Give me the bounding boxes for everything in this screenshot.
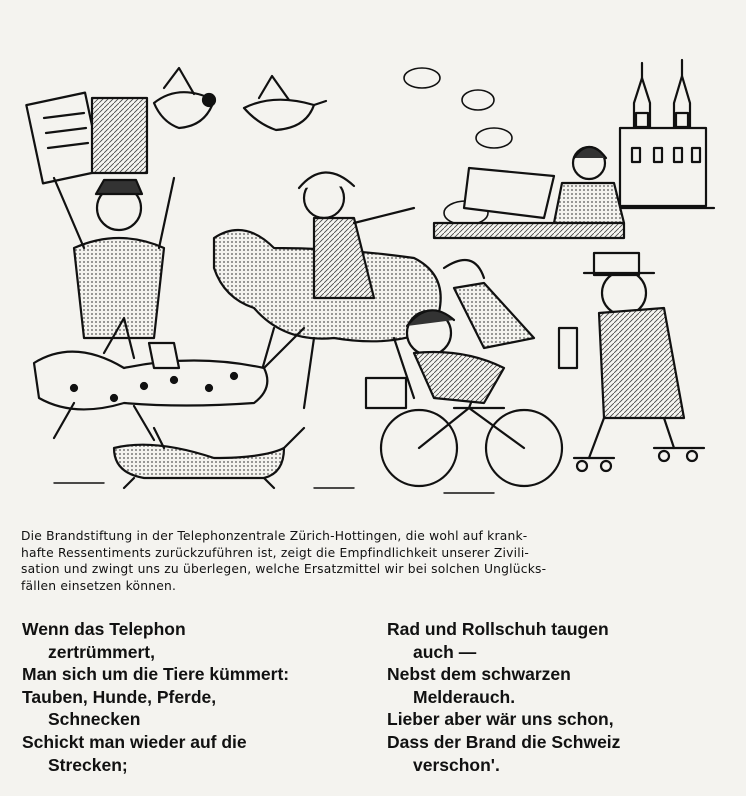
caption-line: sation und zwingt uns zu überlegen, welche Ersatzmittel wir bei solchen Unglücks-: [21, 562, 547, 577]
poem-line: Melderauch.: [413, 686, 516, 707]
carrier-pigeons: [154, 68, 326, 130]
caption-paragraph: [21, 528, 727, 594]
poem-line: Strecken;: [48, 754, 128, 775]
poem-line: zertrümmert,: [48, 641, 155, 662]
caption-line: hafte Ressentiments zurückzuführen ist, zeigt die Empfindlichkeit unserer Zivili-: [21, 545, 530, 560]
poem-right-column: [387, 618, 620, 776]
poem-line: Tauben, Hunde, Pferde,: [22, 686, 217, 707]
church-towers: [604, 60, 714, 208]
smoke-signal-lady: [434, 147, 624, 238]
poem-line: Lieber aber wär uns schon,: [387, 709, 614, 730]
poem-line: Wenn das Telephon: [22, 619, 186, 639]
caption-line: Die Brandstiftung in der Telephonzentrale Zürich-Hottingen, die wohl auf krank-: [21, 529, 528, 543]
poem-line: Dass der Brand die Schweiz: [387, 731, 621, 752]
poem-line: Rad und Rollschuh taugen: [387, 619, 609, 639]
poem-line: Nebst dem schwarzen: [387, 664, 571, 685]
man-with-sign: [26, 93, 174, 338]
poem-line: Schickt man wieder auf die: [22, 731, 247, 752]
cartoon-illustration: [14, 8, 732, 506]
dalmatian-dog: [34, 318, 304, 440]
poem-line: auch —: [413, 641, 477, 662]
poem-line: verschon'.: [413, 754, 500, 775]
dachshund: [114, 428, 304, 488]
poem-left-column: [22, 618, 289, 776]
roller-skater: [559, 253, 704, 471]
caption-line: fällen einsetzen können.: [21, 578, 177, 593]
poem-line: Schnecken: [48, 709, 141, 730]
poem-line: Man sich um die Tiere kümmert:: [22, 664, 290, 685]
